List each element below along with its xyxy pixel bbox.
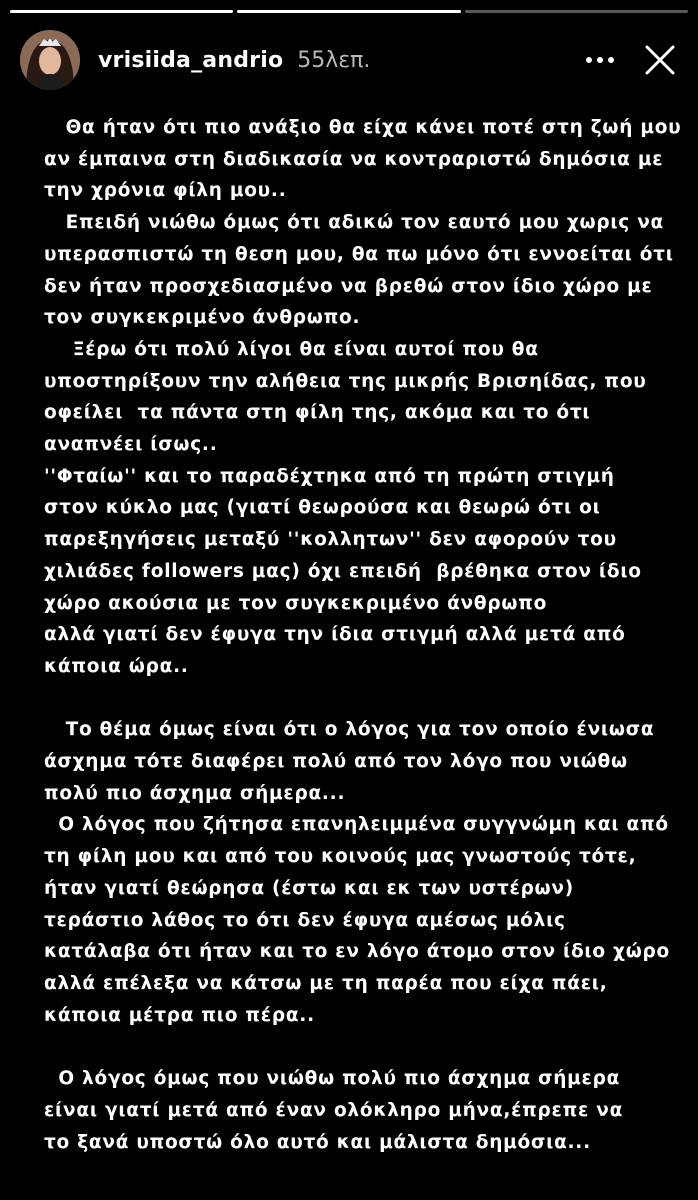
progress-fill	[10, 10, 233, 13]
story-header	[20, 28, 682, 92]
more-horizontal-icon	[585, 56, 615, 64]
progress-segment	[10, 10, 233, 13]
progress-segment	[237, 10, 460, 13]
story-progress-bars	[10, 10, 688, 14]
time-ago: 55λεπ.	[297, 47, 371, 73]
avatar[interactable]	[20, 30, 80, 90]
more-options-button[interactable]	[578, 38, 622, 82]
close-icon	[644, 44, 676, 76]
story-content[interactable]	[44, 112, 684, 1158]
username[interactable]: vrisiida_andrio	[98, 47, 284, 73]
progress-segment	[465, 10, 688, 13]
story-text: Θα ήταν ότι πιο ανάξιο θα είχα κάνει ποτέ στη ζωή μου αν έμπαινα στη διαδικασία να κοντραριστώ δημόσια με την χρόνια φίλη μου.. Επειδή νιώθω όμως ότι αδικώ τον εαυτό μου χωρις να υπερασπιστώ τη θεση μου, θα πω μόνο ότι εννοείται ότι δεν ήταν προσχεδιασμένο να βρεθώ στον ίδιο χώρο με τον συγκεκριμένο άνθρωπο. Ξέρω ότι πολύ λίγοι θα είναι αυτοί που θα υποστηρίξουν την αλήθεια της μικρής Βρισηίδας, που οφείλει τα πάντα στη φίλη της, ακόμα και το ότι αναπνέει ίσως.. ''Φταίω'' και το παραδέχτηκα από τη πρώτη στιγμή στον κύκλο μας (γιατί θεωρούσα και θεωρώ ότι οι παρεξηγήσεις μεταξύ ''κολλητων'' δεν αφορούν του χιλιάδες followers μας) όχι επειδή βρέθηκα στον ίδιο χώρο ακούσια με τον συγκεκριμένο άνθρωπο αλλά γιατί δεν έφυγα την ίδια στιγμή αλλά μετά από κάποια ώρα.. Το θέμα όμως είναι ότι ο λόγος για τον οποίο ένιωσα άσχημα τότε διαφέρει πολύ από τον λόγο που νιώθω πολύ πιο άσχημα σήμερα... Ο λόγος που ζήτησα επανηλειμμένα συγγνώμη και από τη φίλη μου και από του κοινούς μας γνωστούς τότε, ήταν γιατί θεώρησα (έστω και εκ των υστέρων) τεράστιο λάθος το ότι δεν έφυγα αμέσως μόλις κατάλαβα ότι ήταν και το εν λόγο άτομο στον ίδιο χώρο αλλά επέλεξα να κάτσω με τη παρέα που είχα πάει, κάποια μέτρα πιο πέρα.. Ο λόγος όμως που νιώθω πολύ πιο άσχημα σήμερα είναι γιατί μετά από έναν ολόκληρο μήνα,έπρεπε να το ξανά υποστώ όλο αυτό και μάλιστα δημόσια...	[44, 117, 682, 1153]
avatar-image	[20, 30, 80, 90]
close-button[interactable]	[638, 38, 682, 82]
progress-fill	[237, 10, 460, 13]
